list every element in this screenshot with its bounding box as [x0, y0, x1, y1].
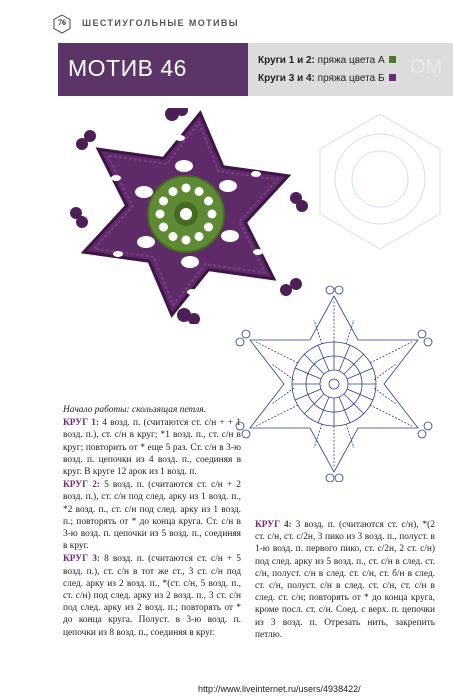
color-b-swatch [389, 74, 396, 81]
page-number: 76 [58, 18, 66, 27]
yarn-text-1: пряжа цвета А [314, 55, 385, 66]
yarn-text-2: пряжа цвета Б [314, 73, 385, 84]
round-3-paragraph [63, 553, 241, 638]
crochet-chart-diagram [228, 282, 443, 482]
section-title: ШЕСТИУГОЛЬНЫЕ МОТИВЫ [82, 18, 240, 28]
instructions-left-column [63, 404, 241, 640]
round-4-label: КРУГ 4: [255, 520, 292, 530]
round-3-label: КРУГ 3: [63, 554, 101, 565]
round-1-label: КРУГ 1: [63, 418, 100, 429]
yarn-line-1 [258, 55, 396, 66]
yarn-line-2 [258, 73, 396, 84]
round-2-text: 5 возд. п. (считаются ст. с/н + 2 возд. п.), ст. с/н под след. арку из 1 возд. п., *2 возд. п., ст. с/н под след. арку из 1 возд. п.; повторять от * до конца круга. Ст. с/н в 3-ю возд. п. цепочки из 5 возд. п., соединяя в круг. [63, 480, 241, 552]
source-url: http://www.liveinternet.ru/users/4938422/ [198, 684, 361, 694]
yarn-label-2: Круги 3 и 4: [258, 73, 315, 84]
round-3-text: 8 возд. п. (считаются ст. с/н + 5 возд. п.), ст. с/н в тот же ст., 3 ст. с/н под след. арку из 2 возд. п., *(ст. с/н, 5 возд. п., ст. с/н) под след. арку из 2 возд. п., 3 ст. с/н под след. арку из 2 возд. п.; повторять от * до конца круга. Полуст. в 3-ю возд. п. цепочки из 8 возд. п., соединяя в круг. [63, 554, 241, 638]
color-a-swatch [389, 56, 396, 63]
bleed-through-text: ОМ [410, 56, 443, 78]
round-1-text: 4 возд. п. (считаются ст. с/н + + 1 возд. п.), ст. с/н в круг; *1 возд. п., ст. с/н в круг; повторить от * еще 5 раз. Ст. с/н в 3-ю возд. п. цепочки из 4 возд. п., соединяя в круг. В круге 12 арок из 1 возд. п. [63, 418, 241, 478]
round-4-text: 3 возд. п. (считаются ст. с/н), *(2 ст. с/н, ст. с/2н, 3 пико из 3 возд. п., полуст. в 1-ю возд. п. первого пико, ст. с/2н, 2 ст. с/н) под след. арку из 5 возд. п., ст. с/н в след. ст. с/н, полуст. с/н в след. ст. с/н, ст. б/н в след. ст. с/н, полуст. с/н в след. ст. с/н, ст. с/н в след. ст. с/н; повторять от * до конца круга, кроме посл. ст. с/н. Соед. с верх. п. цепочки из 3 возд. п. Отрезать нить, закрепить петлю. [255, 520, 435, 640]
round-2-paragraph [63, 479, 241, 552]
round-4-paragraph [255, 519, 435, 641]
round-2-label: КРУГ 2: [63, 480, 101, 491]
instructions-right-column [255, 519, 435, 642]
yarn-label-1: Круги 1 и 2: [258, 55, 315, 66]
motif-title: МОТИВ 46 [68, 55, 187, 81]
start-instruction: Начало работы: скользящая петля. [63, 405, 206, 415]
round-1-paragraph [63, 417, 241, 478]
bleed-through-diagram [300, 104, 450, 264]
